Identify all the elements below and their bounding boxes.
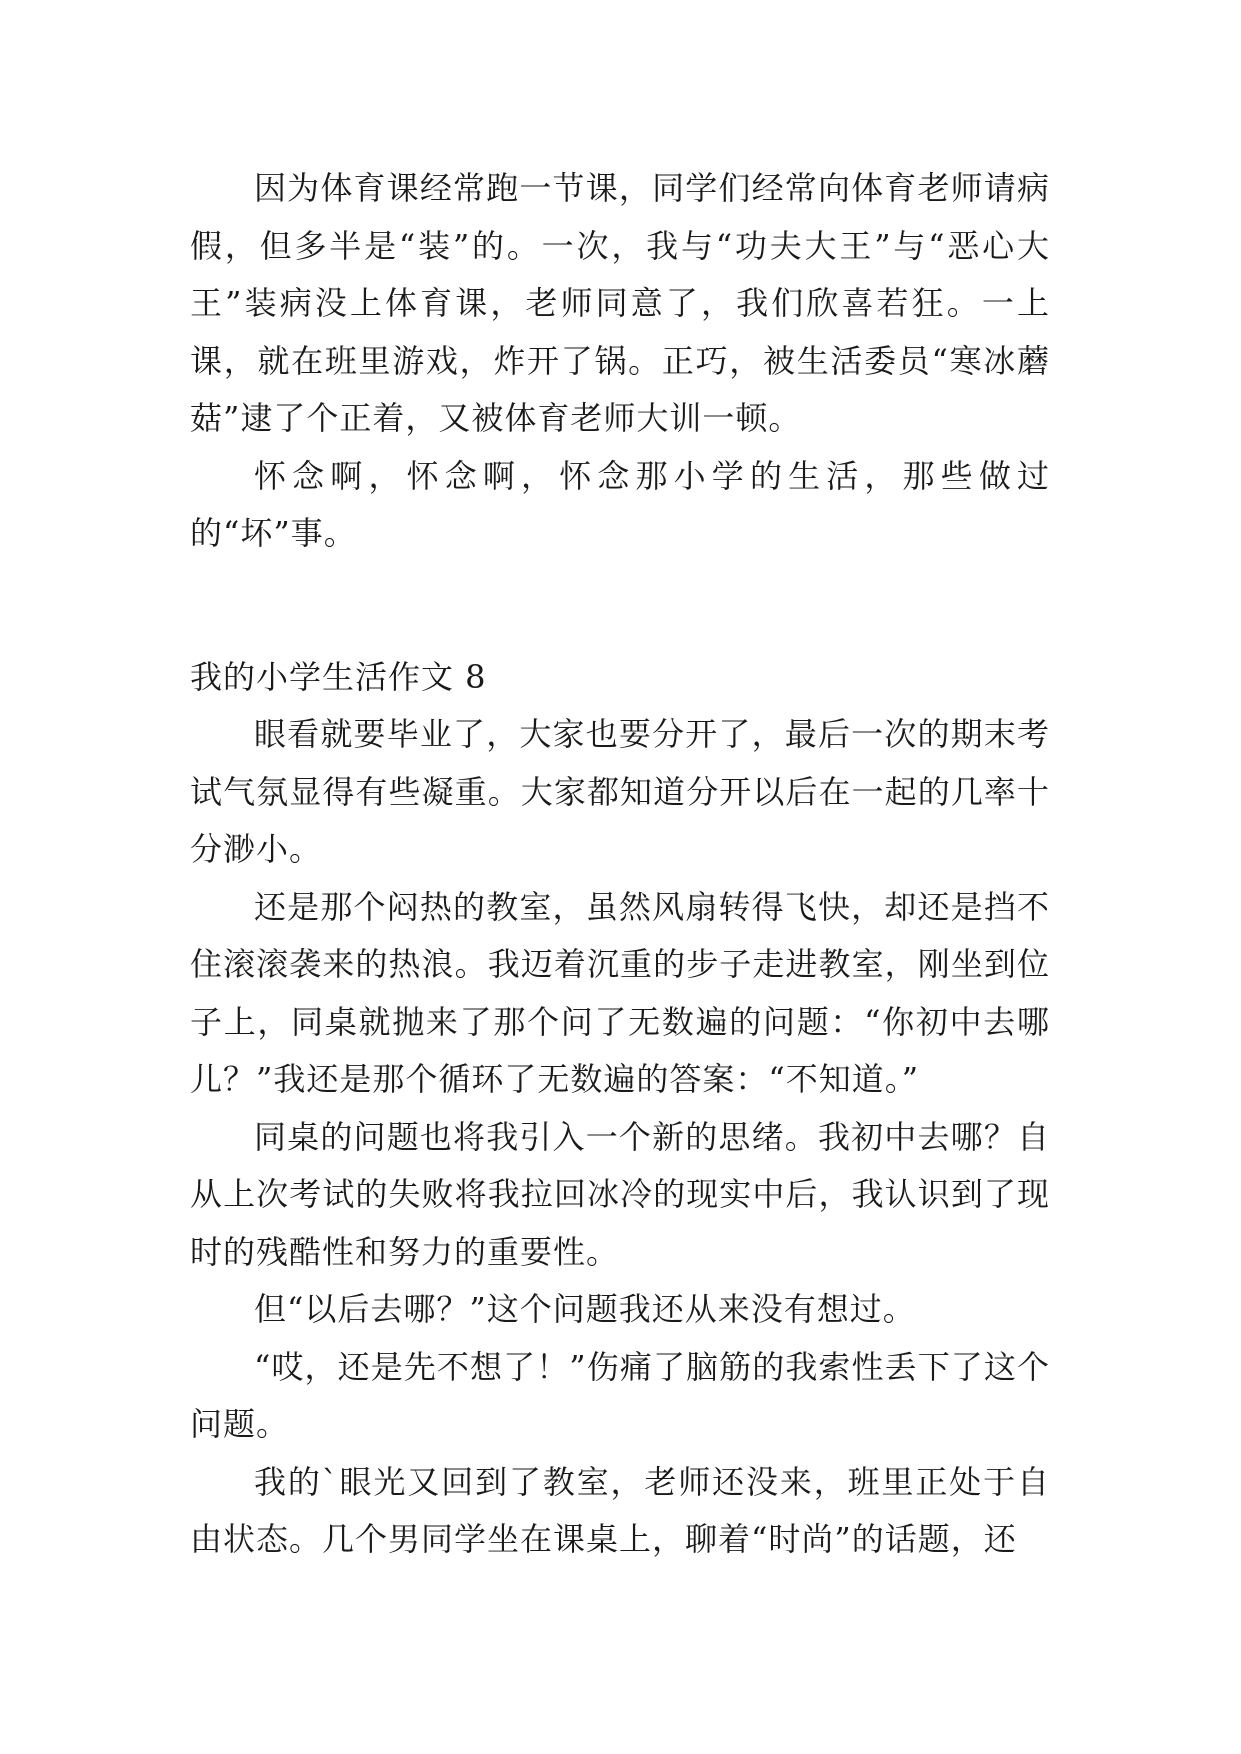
paragraph: 我的`眼光又回到了教室，老师还没来，班里正处于自由状态。几个男同学坐在课桌上，聊着“时尚”的话题，还 bbox=[190, 1462, 1050, 1558]
paragraph: 同桌的问题也将我引入一个新的思绪。我初中去哪？自从上次考试的失败将我拉回冰冷的现实中后，我认识到了现时的残酷性和努力的重要性。 bbox=[190, 1117, 1050, 1271]
paragraph: 因为体育课经常跑一节课，同学们经常向体育老师请病假，但多半是“装”的。一次，我与“功夫大王”与“恶心大王”装病没上体育课，老师同意了，我们欣喜若狂。一上课，就在班里游戏，炸开了锅。正巧，被生活委员“寒冰蘑菇”逮了个正着，又被体育老师大训一顿。 bbox=[190, 169, 1050, 437]
paragraph: 但“以后去哪？”这个问题我还从来没有想过。 bbox=[254, 1290, 916, 1328]
paragraph: “哎，还是先不想了！”伤痛了脑筋的我索性丢下了这个问题。 bbox=[190, 1347, 1050, 1443]
paragraph: 眼看就要毕业了，大家也要分开了，最后一次的期末考试气氛显得有些凝重。大家都知道分开以后在一起的几率十分渺小。 bbox=[190, 715, 1050, 868]
section-heading: 我的小学生活作文 8 bbox=[190, 657, 487, 696]
section-gap bbox=[190, 563, 1050, 649]
paragraph: 还是那个闷热的教室，虽然风扇转得飞快，却还是挡不住滚滚袭来的热浪。我迈着沉重的步子走进教室，刚坐到位子上，同桌就抛来了那个问了无数遍的问题：“你初中去哪儿？”我还是那个循环了无数遍的答案：“不知道。” bbox=[190, 887, 1050, 1098]
document-page bbox=[190, 160, 1050, 1569]
paragraph: 怀念啊，怀念啊，怀念那小学的生活，那些做过的“坏”事。 bbox=[190, 456, 1050, 552]
